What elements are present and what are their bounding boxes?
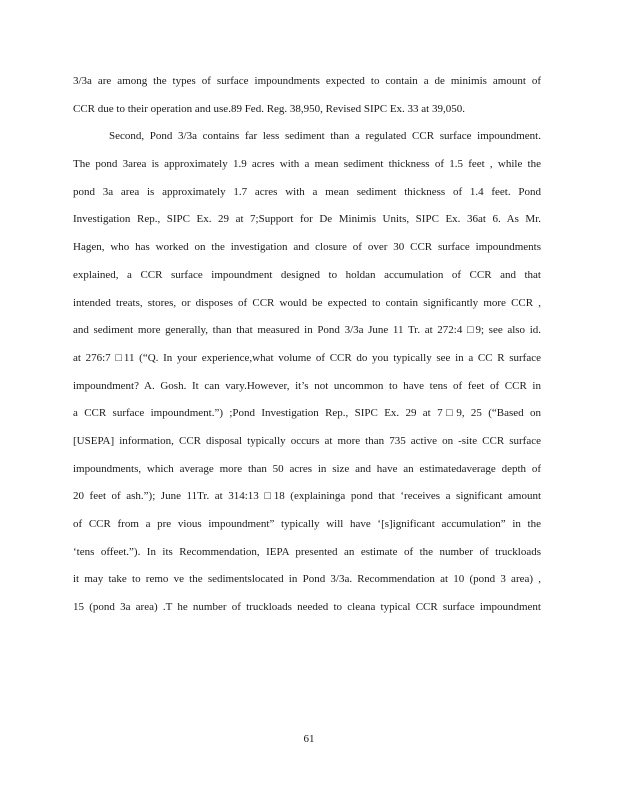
text-line: ‘tens offeet.”). In its Recommendation, IEPA presented an estimate of the number of truckloads [73, 545, 541, 558]
body-text [73, 68, 541, 622]
text-line: explained, a CCR surface impoundment designed to holdan accumulation of CCR and that [73, 268, 541, 281]
text-line: [USEPA] information, CCR disposal typically occurs at more than 735 active on -site CCR surface [73, 434, 541, 447]
text-line: of CCR from a pre vious impoundment” typically will have ‘[s]ignificant accumulation” in the [73, 518, 541, 530]
text-line: 3/3a are among the types of surface impoundments expected to contain a de minimis amount of [73, 75, 541, 87]
paragraph-first-line: Second, Pond 3/3a contains far less sediment than a regulated CCR surface impoundment. [109, 130, 541, 143]
text-line: at 276:7 □11 (“Q. In your experience,what volume of CCR do you typically see in a CC R surface [73, 351, 541, 364]
text-line: impoundments, which average more than 50 acres in size and have an estimatedaverage depth of [73, 462, 541, 475]
text-line: impoundment? A. Gosh. It can vary.However, it’s not uncommon to have tens of feet of CCR in [73, 379, 541, 392]
text-line: it may take to remo ve the sedimentslocated in Pond 3/3a. Recommendation at 10 (pond 3 area) , [73, 573, 541, 586]
text-line: The pond 3area is approximately 1.9 acres with a mean sediment thickness of 1.5 feet , while the [73, 158, 541, 171]
text-line: and sediment more generally, than that measured in Pond 3/3a June 11 Tr. at 272:4 □9; see also id. [73, 324, 541, 337]
text-line: Investigation Rep., SIPC Ex. 29 at 7;Support for De Minimis Units, SIPC Ex. 36at 6. As Mr. [73, 213, 541, 226]
text-line: pond 3a area is approximately 1.7 acres with a mean sediment thickness of 1.4 feet. Pond [73, 185, 541, 198]
page-number: 61 [303, 733, 315, 745]
text-line: Hagen, who has worked on the investigation and closure of over 30 CCR surface impoundments [73, 241, 541, 254]
text-line: 20 feet of ash.”); June 11Tr. at 314:13 □18 (explaininga pond that ‘receives a significant amount [73, 490, 541, 503]
text-line: 15 (pond 3a area) .T he number of truckloads needed to cleana typical CCR surface impoundment [73, 601, 541, 614]
text-line: a CCR surface impoundment.”) ;Pond Investigation Rep., SIPC Ex. 29 at 7□9, 25 (“Based on [73, 407, 541, 420]
text-line: intended treats, stores, or disposes of CCR would be expected to contain significantly more CCR , [73, 296, 541, 309]
text-line: CCR due to their operation and use.89 Fed. Reg. 38,950, Revised SIPC Ex. 33 at 39,050. [73, 102, 465, 115]
